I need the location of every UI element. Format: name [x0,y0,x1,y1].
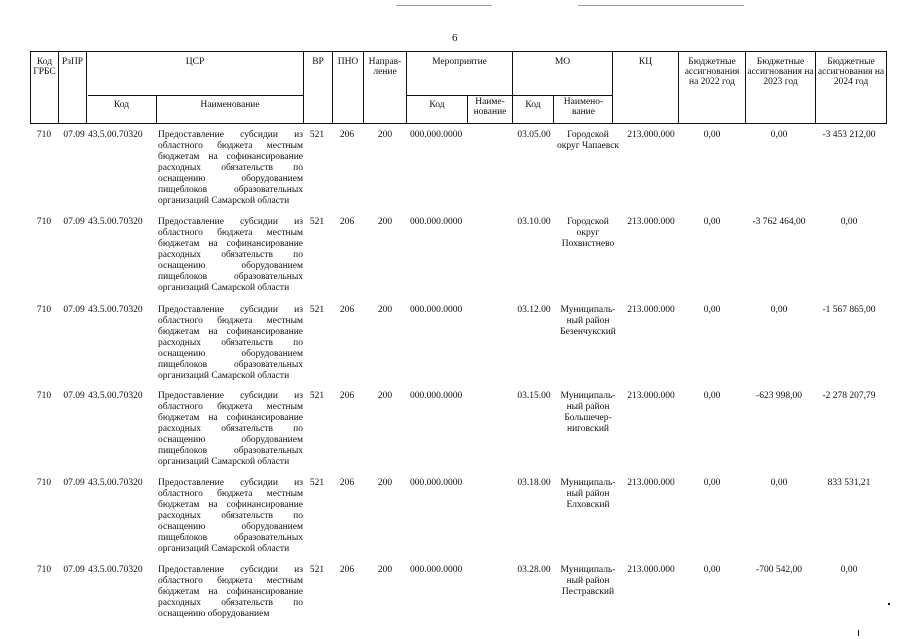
header-napr: Направ-ление [368,57,402,77]
cell-b2023: 0,00 [770,130,788,140]
cell-grbs: 710 [36,565,52,575]
table-row [30,305,887,393]
cell-name: Предоставление субсидии из областного бюджета местным бюджетам на софинансирование расходных обязательств по оснащению оборудованием пищеблоков образовательных организаций Самарской области [158,478,303,554]
cell-b2023: -3 762 464,00 [752,217,806,227]
cell-grbs: 710 [36,305,52,315]
cell-mo-kod: 03.18.00 [517,478,551,488]
cell-napr: 200 [377,565,393,575]
cell-mo-kod: 03.28.00 [517,565,551,575]
cell-b2022: 0,00 [703,478,721,488]
cell-pno: 206 [339,130,355,140]
header-b2023: Бюджетные ассигнования на 2023 год [747,57,814,87]
cell-b2023: 0,00 [770,478,788,488]
cell-name: Предоставление субсидии из областного бюджета местным бюджетам на софинансирование расходных обязательств по оснащению оборудованием [158,565,303,619]
cell-mer-kod: 000.000.0000 [410,305,463,315]
cell-b2023: -700 542,00 [756,565,802,575]
cell-vr: 521 [309,217,325,227]
header-mo-name: Наимено-вание [563,97,604,117]
table-row [30,391,887,479]
cell-name: Предоставление субсидии из областного бюджета местным бюджетам на софинансирование расходных обязательств по оснащению оборудованием пищеблоков образовательных организаций Самарской области [158,130,303,206]
header-kc: КЦ [638,57,653,67]
cell-mo-kod: 03.15.00 [517,391,551,401]
cell-mo-kod: 03.12.00 [517,305,551,315]
cell-rzpr: 07.09 [63,305,85,315]
cell-mo-kod: 03.05.00 [517,130,551,140]
cell-b2024: 0,00 [840,217,858,227]
cell-vr: 521 [309,478,325,488]
cell-csr: 43.5.00.70320 [88,130,143,140]
page-number: 6 [452,32,458,44]
cell-napr: 200 [377,305,393,315]
cell-mo-name: Муниципаль-ный район Безенчукский [560,305,616,337]
cell-rzpr: 07.09 [63,478,85,488]
cell-pno: 206 [339,305,355,315]
header-csr-kod: Код [113,100,130,110]
cell-csr: 43.5.00.70320 [88,305,143,315]
cell-vr: 521 [309,565,325,575]
header-rzpr: РзПР [61,57,84,67]
cell-name: Предоставление субсидии из областного бюджета местным бюджетам на софинансирование расходных обязательств по оснащению оборудованием пищеблоков образовательных организаций Самарской области [158,305,303,381]
cell-csr: 43.5.00.70320 [88,565,143,575]
cell-pno: 206 [339,217,355,227]
scan-mark [888,603,890,605]
header-meropriyatie: Мероприятие [432,57,487,67]
cell-b2022: 0,00 [703,565,721,575]
cell-kc: 213.000.000 [627,217,675,227]
header-csr-name: Наименование [200,100,260,110]
cell-b2022: 0,00 [703,130,721,140]
table-row [30,478,887,566]
cell-b2024: -1 567 865,00 [822,305,876,315]
header-kod-grbs: Код ГРБС [33,57,56,77]
cell-rzpr: 07.09 [63,130,85,140]
header-mer-kod: Код [429,100,445,110]
cell-mo-name: Муниципаль-ный район Елховский [560,478,616,510]
cell-kc: 213.000.000 [627,305,675,315]
cell-napr: 200 [377,391,393,401]
cell-mer-kod: 000.000.0000 [410,478,463,488]
table-row [30,217,887,305]
cell-grbs: 710 [36,391,52,401]
cell-b2022: 0,00 [703,391,721,401]
scan-top-line [396,5,492,6]
cell-mo-name: Городской округ Похвистнево [561,217,615,249]
cell-mer-kod: 000.000.0000 [410,217,463,227]
cell-pno: 206 [339,565,355,575]
header-csr: ЦСР [185,57,205,67]
scan-top-line [578,5,744,6]
cell-kc: 213.000.000 [627,565,675,575]
table-header [30,51,887,124]
cell-kc: 213.000.000 [627,391,675,401]
cell-vr: 521 [309,305,325,315]
cell-kc: 213.000.000 [627,478,675,488]
cell-mer-kod: 000.000.0000 [410,130,463,140]
cell-rzpr: 07.09 [63,391,85,401]
scan-mark [858,630,859,636]
cell-csr: 43.5.00.70320 [88,217,143,227]
header-b2024: Бюджетные ассигнования на 2024 год [817,57,885,87]
cell-vr: 521 [309,391,325,401]
cell-vr: 521 [309,130,325,140]
cell-mer-kod: 000.000.0000 [410,565,463,575]
cell-pno: 206 [339,391,355,401]
cell-csr: 43.5.00.70320 [88,478,143,488]
header-mer-name: Наиме-нование [473,97,507,117]
header-mo-kod: Код [525,100,541,110]
cell-mo-name: Городской округ Чапаевск [556,130,620,151]
cell-b2022: 0,00 [703,217,721,227]
cell-grbs: 710 [36,478,52,488]
header-vr: ВР [312,57,324,67]
cell-rzpr: 07.09 [63,217,85,227]
cell-kc: 213.000.000 [627,130,675,140]
cell-pno: 206 [339,478,355,488]
cell-napr: 200 [377,478,393,488]
header-pno: ПНО [337,57,359,67]
cell-csr: 43.5.00.70320 [88,391,143,401]
cell-b2024: 0,00 [840,565,858,575]
cell-mo-name: Муниципаль-ный район Пестравский [560,565,616,597]
cell-b2024: -2 278 207,79 [822,391,876,401]
cell-napr: 200 [377,217,393,227]
cell-rzpr: 07.09 [63,565,85,575]
header-mo: МО [554,57,571,67]
table-row [30,565,887,625]
cell-mo-kod: 03.10.00 [517,217,551,227]
cell-b2022: 0,00 [703,305,721,315]
cell-b2024: 833 531,21 [827,478,871,488]
cell-name: Предоставление субсидии из областного бюджета местным бюджетам на софинансирование расходных обязательств по оснащению оборудованием пищеблоков образовательных организаций Самарской области [158,217,303,293]
cell-b2023: -623 998,00 [756,391,802,401]
table-row [30,130,887,218]
cell-b2024: -3 453 212,00 [822,130,876,140]
cell-mer-kod: 000.000.0000 [410,391,463,401]
header-b2022: Бюджетные ассигнования на 2022 год [684,57,740,87]
cell-name: Предоставление субсидии из областного бюджета местным бюджетам на софинансирование расходных обязательств по оснащению оборудованием пищеблоков образовательных организаций Самарской области [158,391,303,467]
cell-b2023: 0,00 [770,305,788,315]
cell-grbs: 710 [36,130,52,140]
cell-grbs: 710 [36,217,52,227]
cell-napr: 200 [377,130,393,140]
cell-mo-name: Муниципаль-ный район Большечер-ниговский [560,391,616,434]
